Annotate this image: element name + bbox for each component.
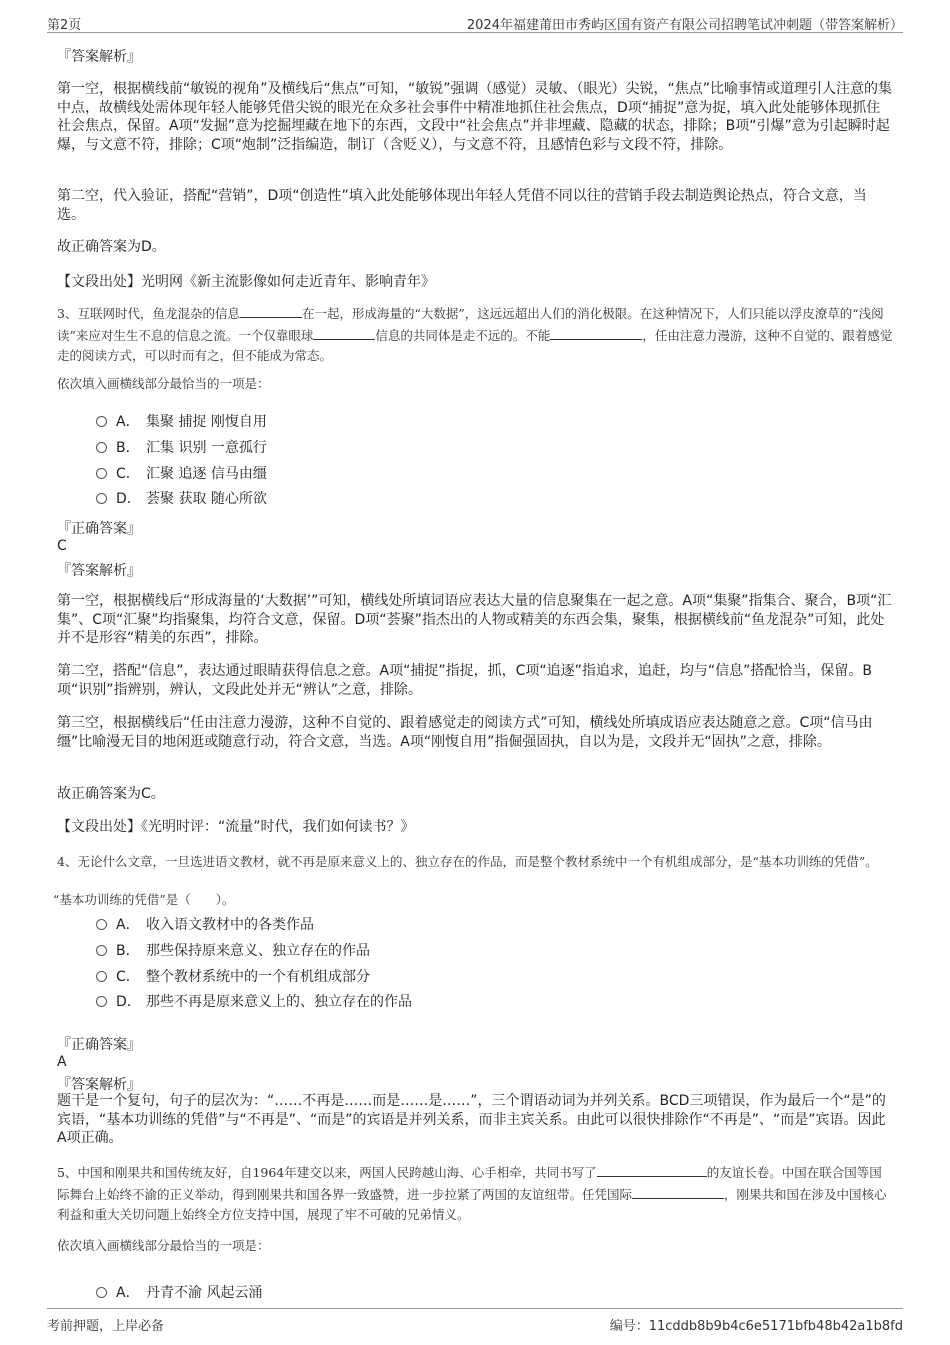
q3-option-c[interactable]: C． 汇聚 追逐 信马由缰 [96,464,267,484]
q4-analysis: 题干是一个复句，句子的层次为：“……不再是……而是……是……”，三个谓语动词为并列关系。BCD三项错误，作为最后一个“是”的宾语，“基本功训练的凭借”与“不再是”、“而是”的宾语是并列关系，而非主宾关系。由此可以很快排除作“不再是”、“而是”宾语。因此A项正确。 [57,1093,886,1147]
blank-line [240,303,302,318]
q3-analysis-label: 『答案解析』 [57,563,141,579]
page-number: 第2页 [47,18,82,33]
q2-source: 【文段出处】光明网《新主流影像如何走近青年、影响青年》 [57,274,435,290]
document-title: 2024年福建莆田市秀屿区国有资产有限公司招聘笔试冲刺题（带答案解析） [466,18,903,33]
q3-option-b[interactable]: B． 汇集 识别 一意孤行 [96,438,267,458]
q4-option-a[interactable]: A． 收入语文教材中的各类作品 [96,915,314,935]
page-header [47,12,903,33]
q4-analysis-label: 『答案解析』 [57,1077,141,1093]
radio-icon[interactable] [96,996,107,1007]
blank-line [313,325,375,340]
q3-answer: C [57,538,67,554]
q4-question: “基本功训练的凭借”是（ ）。 [53,892,235,907]
q5-prompt: 依次填入画横线部分最恰当的一项是： [57,1238,270,1253]
q3-prompt: 依次填入画横线部分最恰当的一项是： [57,376,270,391]
radio-icon[interactable] [96,971,107,982]
q2-answer-statement: 故正确答案为D。 [57,239,166,255]
q5-option-a[interactable]: A． 丹青不渝 风起云涌 [96,1283,262,1303]
q2-analysis-p2: 第二空，代入验证，搭配“营销”，D项“创造性”填入此处能够体现出年轻人凭借不同以往的营销手段去制造舆论热点，符合文意，当选。 [57,188,867,223]
q4-option-d[interactable]: D． 那些不再是原来意义上的、独立存在的作品 [96,992,412,1012]
q3-source: 【文段出处】《光明时评：“流量”时代，我们如何读书？》 [57,819,415,835]
q3-answer-statement: 故正确答案为C。 [57,786,165,802]
q4-answer-label: 『正确答案』 [57,1037,141,1053]
radio-icon[interactable] [96,468,107,479]
q4-option-b[interactable]: B． 那些保持原来意义、独立存在的作品 [96,941,370,961]
q2-analysis-p1: 第一空，根据横线前“敏锐的视角”及横线后“焦点”可知，“敏锐”强调（感觉）灵敏、（眼光）尖锐，“焦点”比喻事情或道理引人注意的集中点，故横线处需体现年轻人能够凭借尖锐的眼光在众多社会事件中精准地抓住社会焦点，D项“捕捉”意为捉，填入此处能够体现抓住社会焦点，保留。A项“发掘”意为挖掘埋藏在地下的东西，文段中“社会焦点”并非埋藏、隐藏的状态，排除；B项“引爆”意为引起瞬时起爆，与文意不符，排除；C项“炮制”泛指编造，制订（含贬义），与文意不符，且感情色彩与文段不符，排除。 [57,81,893,153]
q3-analysis-p3: 第三空，根据横线后“任由注意力漫游，这种不自觉的、跟着感觉走的阅读方式”可知，横线处所填成语应表达随意之意。C项“信马由缰”比喻漫无目的地闲逛或随意行动，符合文意，当选。A项“刚愎自用”指倔强固执，自以为是，文段并无“固执”之意，排除。 [57,715,873,750]
blank-line [632,1184,724,1199]
blank-line [550,325,642,340]
radio-icon[interactable] [96,416,107,427]
radio-icon[interactable] [96,1287,107,1298]
q3-analysis-p2: 第二空，搭配“信息”，表达通过眼睛获得信息之意。A项“捕捉”指捉，抓，C项“追逐”指追求，追赶，均与“信息”搭配恰当，保留。B项“识别”指辨别，辨认，文段此处并无“辨认”之意，排除。 [57,663,872,698]
q4-answer: A [57,1054,67,1070]
q3-stem: 3、互联网时代，鱼龙混杂的信息 在一起，形成海量的“大数据”，这远远超出人们的消化极限。在这种情况下，人们只能以浮皮潦草的“浅阅读”来应对生生不息的信息之流。一个仅靠眼球 信息的共同体是走不远的。不能 ，任由注意力漫游，这种不自觉的、跟着感觉走的阅读方式，可以时而有之，但不能成为常态。 [57,303,893,367]
radio-icon[interactable] [96,945,107,956]
blank-line [597,1162,707,1177]
q3-analysis-p1: 第一空，根据横线后“形成海量的‘大数据’”可知，横线处所填词语应表达大量的信息聚集在一起之意。A项“集聚”指集合、聚合，B项“汇集”、C项“汇聚”均指聚集，均符合文意，保留。D项“荟聚”指杰出的人物或精美的东西会集，聚集，根据横线前“鱼龙混杂”可知，此处并不是形容“精美的东西”，排除。 [57,593,892,647]
footer-slogan: 考前押题，上岸必备 [47,1319,165,1334]
page-footer [47,1308,903,1333]
q4-stem: 4、无论什么文章，一旦选进语文教材，就不再是原来意义上的、独立存在的作品，而是整个教材系统中一个有机组成部分，是“基本功训练的凭借”。 [57,854,878,869]
q3-option-a[interactable]: A． 集聚 捕捉 刚愎自用 [96,412,267,432]
q4-option-c[interactable]: C． 整个教材系统中的一个有机组成部分 [96,967,370,987]
q5-stem: 5、中国和刚果共和国传统友好，自1964年建交以来，两国人民跨越山海、心手相牵，共同书写了 的友谊长卷。中国在联合国等国际舞台上始终不渝的正义举动，得到刚果共和国各界一致盛赞，进一步拉紧了两国的友谊纽带。任凭国际 ，刚果共和国在涉及中国核心利益和重大关切问题上始终全方位支持中国，展现了牢不可破的兄弟情义。 [57,1162,893,1226]
q2-analysis-label: 『答案解析』 [57,49,141,65]
document-id: 编号：11cddb8b9b4c6e5171bfb48b42a1b8fd [609,1319,903,1334]
radio-icon[interactable] [96,919,107,930]
radio-icon[interactable] [96,442,107,453]
q3-option-d[interactable]: D． 荟聚 获取 随心所欲 [96,489,267,509]
q3-answer-label: 『正确答案』 [57,521,141,537]
radio-icon[interactable] [96,493,107,504]
